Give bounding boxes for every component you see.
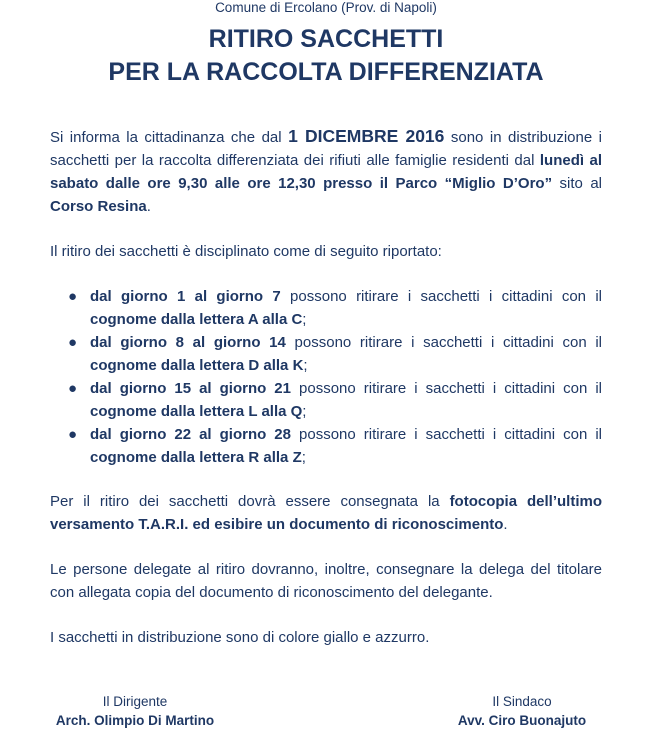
item-end: ; <box>302 311 307 328</box>
day-range: dal giorno 1 al giorno 7 <box>90 288 281 305</box>
bullet-icon: ● <box>68 288 78 305</box>
day-range: dal giorno 8 al giorno 14 <box>90 334 286 351</box>
intro-paragraph <box>50 125 602 218</box>
day-range: dal giorno 22 al giorno 28 <box>90 426 291 443</box>
schedule-list <box>50 285 602 469</box>
item-text: possono ritirare i sacchetti i cittadini con il <box>280 288 603 305</box>
item-end: ; <box>302 403 307 420</box>
surname-range: cognome dalla lettera A alla C <box>90 311 303 328</box>
item-end: ; <box>301 449 306 466</box>
item-end: ; <box>303 357 308 374</box>
item-text: possono ritirare i sacchetti i cittadini con il <box>291 426 602 443</box>
signature-dirigente <box>50 692 220 730</box>
item-text: possono ritirare i sacchetti i cittadini con il <box>291 380 602 397</box>
signature-role: Il Dirigente <box>102 694 168 709</box>
surname-range: cognome dalla lettera D alla K <box>90 357 304 374</box>
list-item <box>68 423 602 469</box>
signature-role: Il Sindaco <box>492 694 552 709</box>
notice-title <box>50 23 602 89</box>
bullet-icon: ● <box>68 380 78 397</box>
distribution-place: Corso Resina <box>50 198 147 215</box>
distribution-schedule: lunedì al sabato dalle ore 9,30 alle ore 12,30 presso il Parco “Miglio D’Oro” <box>50 152 603 192</box>
day-range: dal giorno 15 al giorno 21 <box>90 380 291 397</box>
intro-text-3: sito al <box>552 175 602 192</box>
documents-paragraph <box>50 490 602 536</box>
bullet-icon: ● <box>68 426 78 443</box>
signature-name: Avv. Ciro Buonajuto <box>457 713 587 728</box>
bullet-icon: ● <box>68 334 78 351</box>
colors-paragraph: I sacchetti in distribuzione sono di colore giallo e azzurro. <box>50 629 430 646</box>
intro-text-4: . <box>146 198 151 215</box>
documents-text-2: . <box>503 516 508 533</box>
list-item <box>68 377 602 423</box>
list-item <box>68 285 603 331</box>
title-line-1: RITIRO SACCHETTI <box>208 25 444 53</box>
signature-name: Arch. Olimpio Di Martino <box>55 713 215 728</box>
list-item <box>68 331 603 377</box>
intro-text-2: sono in distribuzione i sacchetti per la raccolta differenziata dei rifiuti alle famiglie residenti dal <box>50 129 603 169</box>
signature-sindaco <box>442 692 602 730</box>
title-line-2: PER LA RACCOLTA DIFFERENZIATA <box>108 58 544 86</box>
delegation-paragraph: Le persone delegate al ritiro dovranno, inoltre, consegnare la delega del titolare con allegata copia del documento di riconoscimento del delegante. <box>50 561 602 601</box>
start-date: 1 DICEMBRE 2016 <box>288 126 445 146</box>
documents-text-1: Per il ritiro dei sacchetti dovrà essere consegnata la <box>50 493 450 510</box>
surname-range: cognome dalla lettera L alla Q <box>90 403 303 420</box>
intro-text-1: Si informa la cittadinanza che dal <box>50 129 289 146</box>
documents-required: fotocopia dell’ultimo versamento T.A.R.I. ed esibire un documento di riconoscimento <box>50 493 602 533</box>
surname-range: cognome dalla lettera R alla Z <box>90 449 302 466</box>
municipality-header: Comune di Ercolano (Prov. di Napoli) <box>215 0 437 15</box>
rules-intro: Il ritiro dei sacchetti è disciplinato come di seguito riportato: <box>50 243 442 260</box>
item-text: possono ritirare i sacchetti i cittadini con il <box>285 334 603 351</box>
